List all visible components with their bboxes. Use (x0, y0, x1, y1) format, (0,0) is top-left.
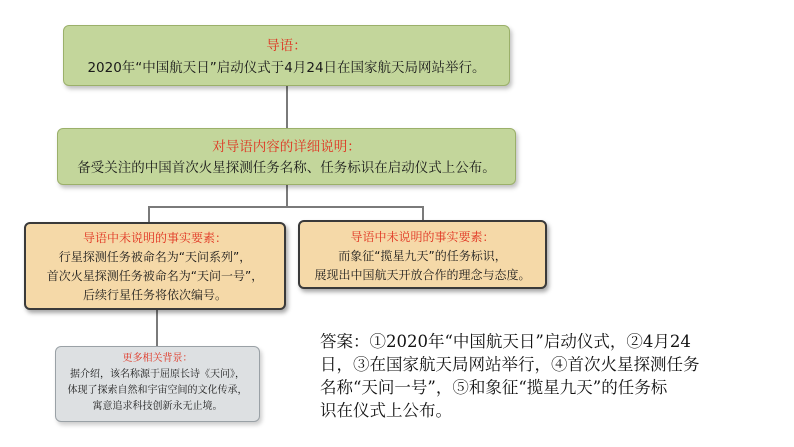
connector-horizontal (148, 206, 424, 208)
lead-title: 导语： (266, 38, 307, 54)
answer-line: 名称“天问一号”，⑤和象征“揽星九天”的任务标 (320, 378, 668, 397)
answer-text (320, 330, 782, 422)
background-box (55, 346, 260, 422)
connector-detail-stem (286, 185, 288, 207)
fact-right-box (298, 220, 547, 289)
lead-box (63, 25, 510, 86)
background-line: 体现了探索自然和宇宙空间的文化传承， (67, 385, 248, 396)
fact-right-line: 而象征“揽星九天”的任务标识， (338, 249, 507, 263)
connector-to-right-fact (422, 206, 424, 220)
fact-left-line: 首次火星探测任务被命名为“天问一号”， (46, 269, 264, 283)
answer-line: 答案：①2020年“中国航天日”启动仪式，②4月24 (320, 332, 691, 351)
fact-left-line: 后续行星任务将依次编号。 (82, 288, 227, 302)
detail-box (57, 128, 516, 185)
connector-to-background (156, 310, 158, 346)
fact-left-title: 导语中未说明的事实要素： (82, 231, 227, 245)
background-line: 据介绍，该名称源于屈原长诗《天问》， (70, 369, 245, 380)
detail-text: 备受关注的中国首次火星探测任务名称、任务标识在启动仪式上公布。 (77, 160, 496, 176)
connector-root-detail (286, 86, 288, 128)
answer-line: 识在仪式上公布。 (320, 401, 452, 420)
background-line: 寓意追求科技创新永无止境。 (92, 401, 223, 412)
connector-to-left-fact (148, 206, 150, 222)
fact-left-box (24, 222, 286, 310)
lead-text: 2020年“中国航天日”启动仪式于4月24日在国家航天局网站举行。 (87, 60, 486, 76)
detail-title: 对导语内容的详细说明： (212, 139, 361, 155)
fact-left-line: 行星探测任务被命名为“天问系列”， (58, 250, 252, 264)
fact-right-title: 导语中未说明的事实要素： (350, 230, 495, 244)
background-title: 更多相关背景： (122, 353, 193, 364)
answer-line: 日，③在国家航天局网站举行，④首次火星探测任务 (320, 355, 700, 374)
fact-right-line: 展现出中国航天开放合作的理念与态度。 (314, 268, 531, 282)
